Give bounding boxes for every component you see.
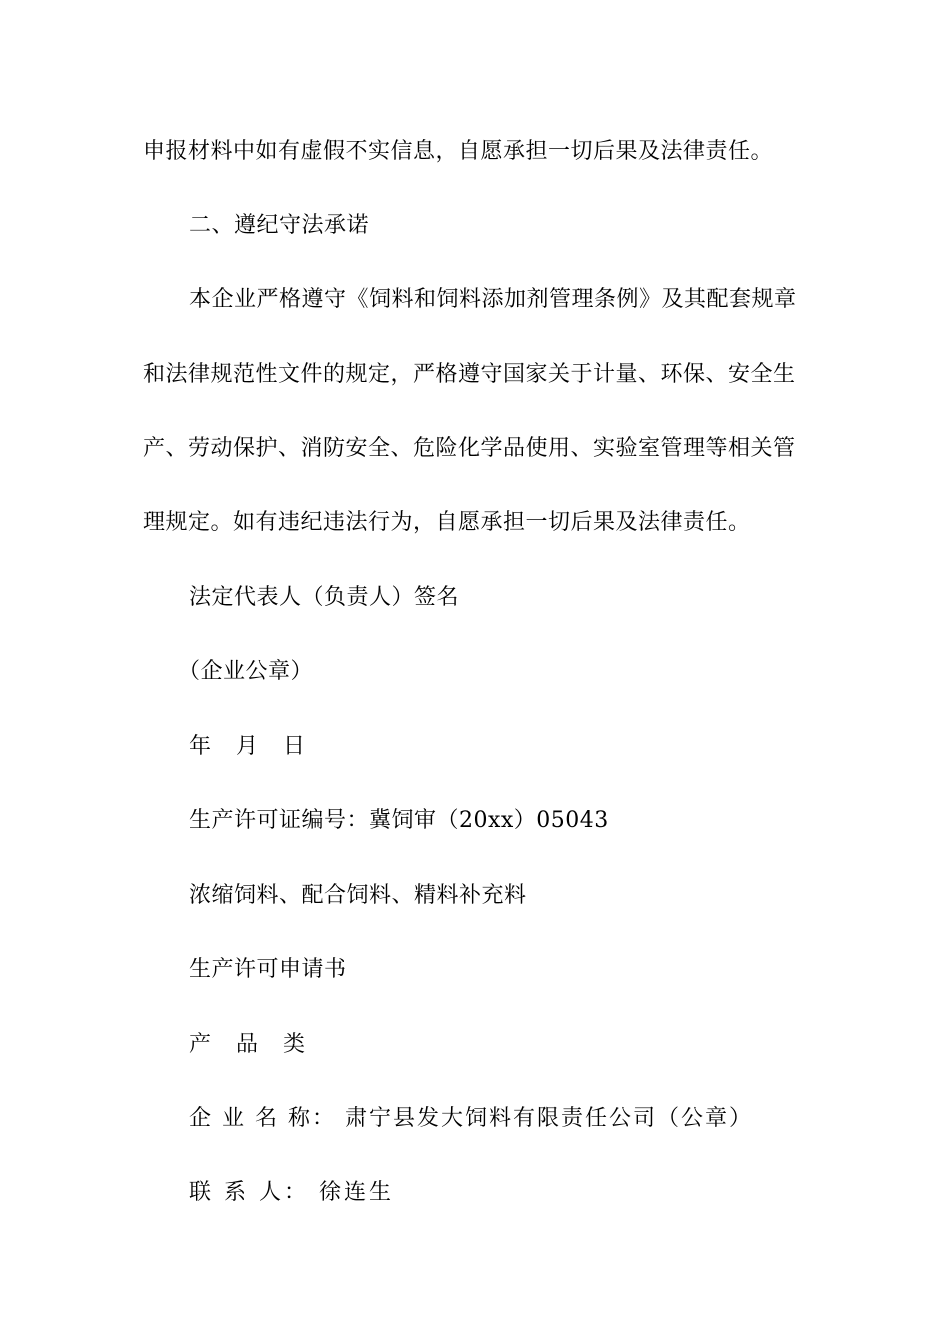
product-types: 浓缩饲料、配合饲料、精料补充料 bbox=[189, 883, 527, 908]
section-2-body-line-2: 和法律规范性文件的规定，严格遵守国家关于计量、环保、安全生 bbox=[143, 362, 796, 387]
section-2-body-line-4: 理规定。如有违纪违法行为，自愿承担一切后果及法律责任。 bbox=[143, 510, 751, 535]
license-number: 生产许可证编号：冀饲审（20xx）05043 bbox=[189, 808, 609, 833]
product-category-label: 产 品 类 bbox=[189, 1032, 314, 1057]
seal-label: （企业公章） bbox=[178, 659, 314, 684]
company-name-line: 企 业 名 称： 肃宁县发大饲料有限责任公司（公章） bbox=[189, 1106, 753, 1131]
date-label: 年 月 日 bbox=[189, 734, 314, 759]
paragraph-1-tail: 申报材料中如有虚假不实信息，自愿承担一切后果及法律责任。 bbox=[143, 139, 774, 164]
section-2-body-line-1: 本企业严格遵守《饲料和饲料添加剂管理条例》及其配套规章 bbox=[189, 287, 797, 312]
section-2-body-line-3: 产、劳动保护、消防安全、危险化学品使用、实验室管理等相关管 bbox=[143, 436, 796, 461]
section-2-heading: 二、遵纪守法承诺 bbox=[189, 213, 370, 238]
contact-line: 联 系 人： 徐连生 bbox=[189, 1180, 394, 1205]
signature-label: 法定代表人（负责人）签名 bbox=[189, 585, 460, 610]
application-title: 生产许可申请书 bbox=[189, 957, 347, 982]
